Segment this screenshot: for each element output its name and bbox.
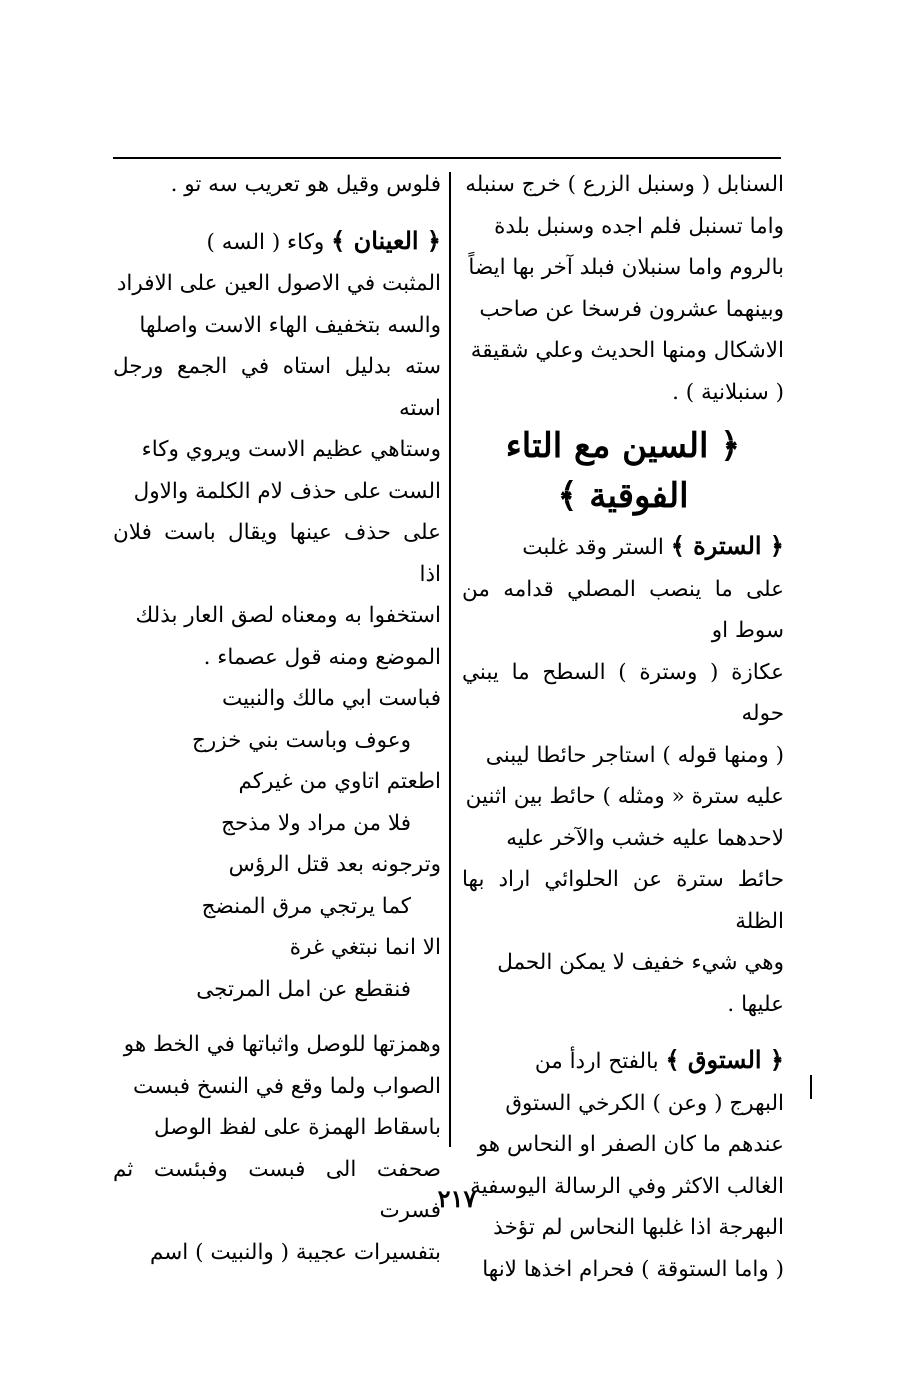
left-column [113, 164, 441, 1273]
right-column [462, 164, 784, 1290]
line: باسقاط الهمزة على لفظ الوصل [153, 1115, 441, 1140]
verse-line: الا انما نبتغي غرة [289, 935, 441, 960]
line: المثبت في الاصول العين على الافراد [116, 271, 441, 296]
verse-line: وعوف وباست بني خزرج [192, 727, 411, 753]
verse-line: كما يرتجي مرق المنضج [201, 893, 411, 919]
line: ( ومنها قوله ) استاجر حائطا ليبنى [485, 742, 784, 768]
line: حائط سترة عن الحلوائي اراد بها الظلة [462, 867, 784, 934]
line: فلوس وقيل هو تعريب سه تو . [170, 172, 441, 197]
line: الاشكال ومنها الحديث وعلي شقيقة [470, 338, 784, 363]
line: والسه بتخفيف الهاء الاست واصلها [139, 312, 441, 338]
line: وهمزتها للوصل واثباتها في الخط هو [123, 1032, 441, 1057]
line: وهي شيء خفيف لا يمكن الحمل [497, 950, 784, 975]
line: لاحدهما عليه خشب والآخر عليه [506, 825, 784, 851]
verse-line: فنقطع عن امل المرتجى [196, 976, 411, 1002]
line: البهرج ( وعن ) الكرخي الستوق [505, 1090, 784, 1116]
line: عكازة ( وسترة ) السطح ما يبني حوله [462, 659, 784, 726]
entry-satuq [462, 1039, 784, 1083]
margin-mark [810, 1075, 812, 1099]
top-rule [113, 157, 781, 159]
column-divider [449, 172, 451, 1147]
line: بالفتح اردأ من [534, 1049, 659, 1074]
line: الصواب ولما وقع في النسخ فبست [132, 1073, 441, 1099]
line: ( سنبلانية ) . [672, 379, 784, 405]
line: سته بدليل استاه في الجمع ورجل استه [113, 354, 441, 421]
entry-word-aynan: ﴿ العينان ﴾ [331, 225, 441, 255]
page-number: ٢١٧ [437, 1184, 477, 1213]
line: واما تسنبل فلم اجده وسنبل بلدة [494, 213, 784, 239]
line: وكاء ( السه ) [206, 229, 325, 255]
line: ( واما الستوقة ) فحرام اخذها لانها [482, 1256, 784, 1282]
line: عندهم ما كان الصفر او النحاس هو [477, 1132, 784, 1157]
line: الستر وقد غلبت [522, 535, 664, 560]
section-heading: ﴿ السين مع التاء الفوقية ﴾ [505, 426, 741, 516]
line: صحفت الى فبست وفبئست ثم فسرت [113, 1156, 441, 1223]
line: بتفسيرات عجيبة ( والنبيت ) اسم [149, 1239, 441, 1265]
verse-line: فباست ابي مالك والنبيت [221, 686, 441, 711]
verse-line: اطعتم اتاوي من غيركم [238, 769, 441, 794]
line: على ما ينصب المصلي قدامه من سوط او [462, 576, 784, 643]
line: على حذف عينها ويقال باست فلان اذا [113, 520, 441, 587]
line: وستاهي عظيم الاست ويروي وكاء [141, 437, 441, 462]
line: الموضع ومنه قول عصماء . [203, 644, 441, 670]
verse-line: فلا من مراد ولا مذحج [221, 810, 411, 836]
verse-line: وترجونه بعد قتل الرؤس [228, 852, 441, 877]
line: عليها . [727, 991, 784, 1017]
entry-aynan [113, 220, 441, 264]
entry-satra [462, 525, 784, 569]
line: عليه سترة « ومثله ) حائط بين اثنين [465, 784, 784, 809]
line: السنابل ( وسنبل الزرع ) خرج سنبله [465, 172, 784, 197]
line: البهرجة اذا غلبها النحاس لم تؤخذ [493, 1215, 784, 1240]
entry-word-satra: ﴿ السترة ﴾ [670, 531, 784, 560]
line: الست على حذف لام الكلمة والاول [133, 478, 441, 504]
entry-word-satuq: ﴿ الستوق ﴾ [665, 1045, 784, 1074]
line: وبينهما عشرون فرسخا عن صاحب [479, 296, 784, 322]
line: بالروم واما سنبلان فبلد آخر بها ايضاً [468, 255, 784, 280]
line: استخفوا به ومعناه لصق العار بذلك [135, 603, 441, 628]
line: الغالب الاكثر وفي الرسالة اليوسفية [470, 1173, 784, 1199]
